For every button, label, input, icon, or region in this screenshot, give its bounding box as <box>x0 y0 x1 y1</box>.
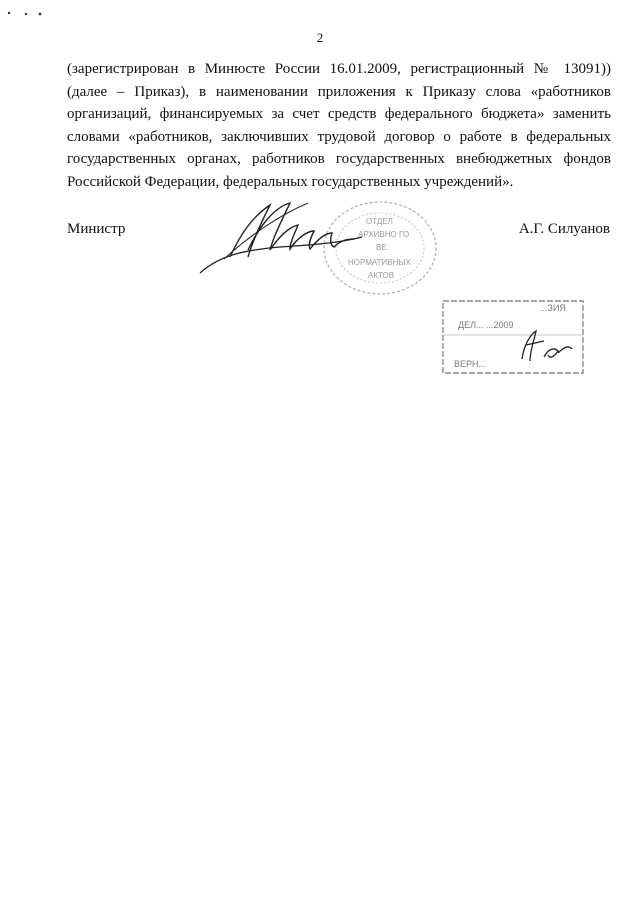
body-line: (зарегистрирован в Минюсте России 16.01.2009, регистрационный № 13091)) <box>67 61 611 77</box>
stamp-line: ВЕРН... <box>454 359 487 369</box>
verification-stamp <box>440 295 588 377</box>
body-line: (далее – Приказ), в наименовании приложения к Приказу слова «работников <box>67 83 611 100</box>
body-line: словами «работников, заключивших трудовой договор о работе в федеральных <box>67 128 611 145</box>
body-paragraph <box>67 58 611 193</box>
body-line: Российской Федерации, федеральных государственных учреждений». <box>67 173 514 190</box>
seal-line: ВЕ <box>376 243 387 252</box>
seal-line: НОРМАТИВНЫХ <box>348 258 411 267</box>
position-label: Министр <box>67 221 126 237</box>
signatory-name: А.Г. Силуанов <box>518 221 610 237</box>
page-number: 2 <box>316 30 324 45</box>
signature <box>190 195 370 285</box>
stamp-line: ДЕЛ... ...2009 <box>458 320 514 330</box>
body-line: организаций, финансируемых за счет средств федерального бюджета» заменить <box>67 106 611 122</box>
stamp-line: ...ЗИЯ <box>540 303 566 313</box>
seal-line: АРХИВНО ГО <box>358 230 410 239</box>
seal-line: АКТОВ <box>368 271 395 280</box>
scan-artifact-dots <box>6 8 46 18</box>
seal-line: ОТДЕЛ <box>366 217 393 226</box>
body-line: государственных органах, работников государственных внебюджетных фондов <box>67 151 611 167</box>
